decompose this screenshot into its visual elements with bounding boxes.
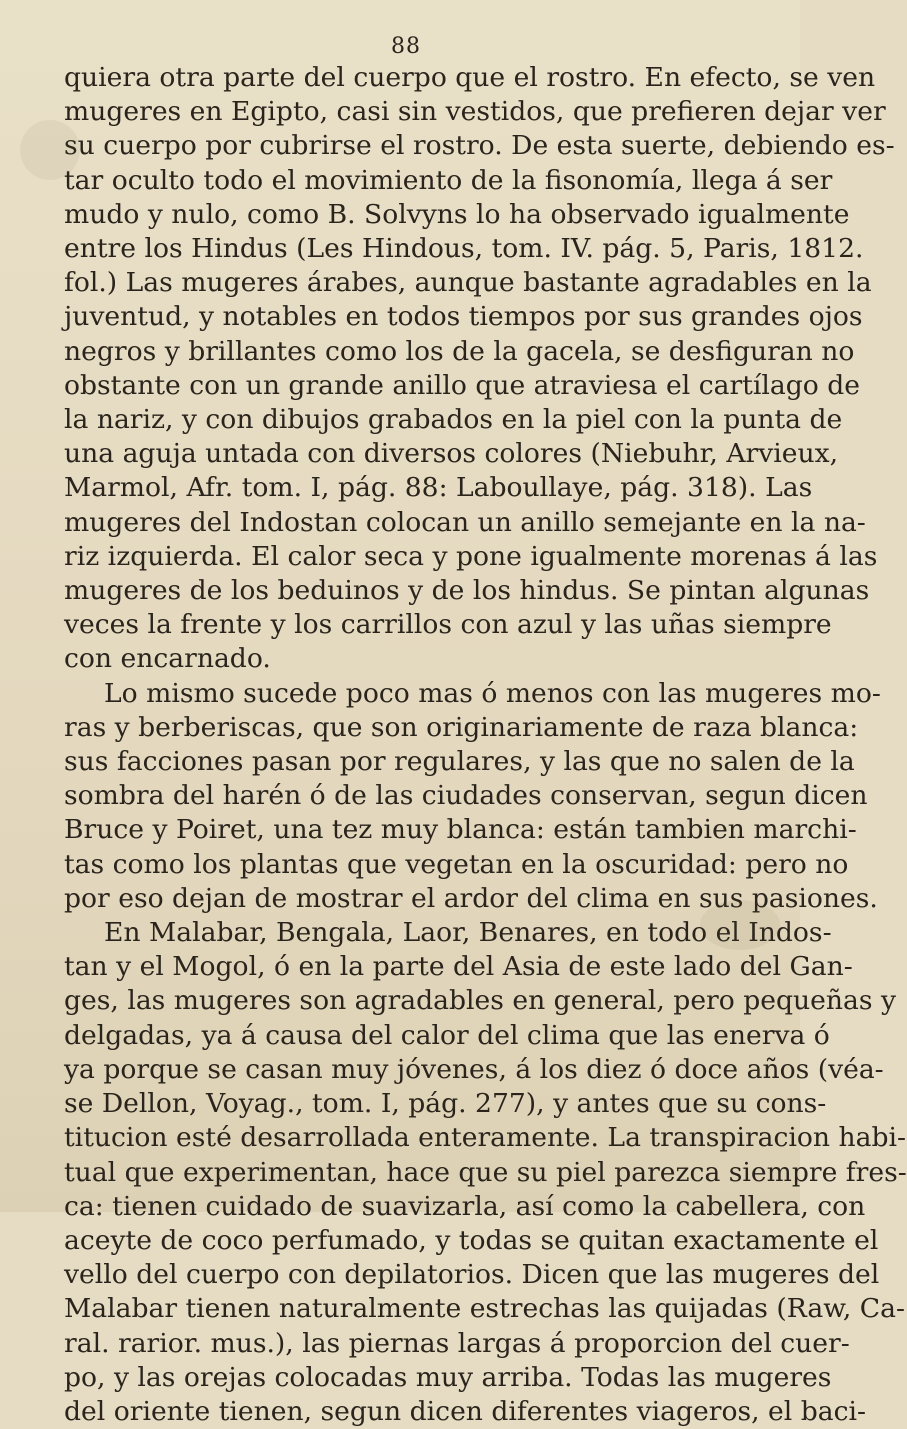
text-line: ya porque se casan muy jóvenes, á los diez ó doce años (véa- (64, 1053, 884, 1085)
text-line: tan y el Mogol, ó en la parte del Asia de este lado del Gan- (64, 951, 853, 983)
text-line: Lo mismo sucede poco mas ó menos con las mugeres mo- (104, 677, 881, 709)
text-line: por eso dejan de mostrar el ardor del clima en sus pasiones. (64, 882, 878, 914)
text-line: juventud, y notables en todos tiempos por sus grandes ojos (64, 301, 863, 333)
text-line: quiera otra parte del cuerpo que el rostro. En efecto, se ven (64, 62, 876, 93)
text-line: la nariz, y con dibujos grabados en la piel con la punta de (64, 404, 843, 436)
text-line: mugeres en Egipto, casi sin vestidos, que prefieren dejar ver (64, 96, 886, 128)
text-line: su cuerpo por cubrirse el rostro. De esta suerte, debiendo es- (64, 130, 895, 162)
text-line: Malabar tienen naturalmente estrechas las quijadas (Raw, Ca- (64, 1293, 905, 1325)
text-line: tas como los plantas que vegetan en la oscuridad: pero no (64, 848, 849, 880)
text-line: En Malabar, Bengala, Laor, Benares, en todo el Indos- (104, 917, 832, 949)
text-line: fol.) Las mugeres árabes, aunque bastante agradables en la (64, 267, 872, 299)
text-line: entre los Hindus (Les Hindous, tom. IV. pág. 5, Paris, 1812. (64, 233, 864, 265)
text-line: delgadas, ya á causa del calor del clima que las enerva ó (64, 1019, 830, 1051)
text-line: mugeres de los beduinos y de los hindus. Se pintan algunas (64, 575, 870, 607)
text-line: ral. rarior. mus.), las piernas largas á proporcion del cuer- (64, 1327, 850, 1359)
paper-stain (700, 900, 780, 950)
text-line: po, y las orejas colocadas muy arriba. Todas las mugeres (64, 1361, 832, 1393)
text-line: veces la frente y los carrillos con azul y las uñas siempre (64, 609, 832, 641)
text-line: tar oculto todo el movimiento de la fisonomía, llega á ser (64, 164, 833, 196)
text-line: ras y berberiscas, que son originariamente de raza blanca: (64, 711, 859, 743)
text-line: negros y brillantes como los de la gacela, se desfiguran no (64, 335, 855, 367)
text-line: mugeres del Indostan colocan un anillo semejante en la na- (64, 506, 866, 538)
text-line: mudo y nulo, como B. Solvyns lo ha observado igualmente (64, 198, 850, 230)
text-line: tual que experimentan, hace que su piel parezca siempre fres- (64, 1156, 907, 1188)
text-line: con encarnado. (64, 643, 271, 675)
paper-stain (20, 120, 80, 180)
text-line: sus facciones pasan por regulares, y las que no salen de la (64, 746, 855, 778)
text-line: Marmol, Afr. tom. I, pág. 88: Laboullaye, pág. 318). Las (64, 472, 813, 504)
page-number: 88 (391, 34, 421, 59)
text-line: vello del cuerpo con depilatorios. Dicen que las mugeres del (64, 1259, 880, 1291)
text-line: obstante con un grande anillo que atraviesa el cartílago de (64, 369, 860, 401)
text-line: riz izquierda. El calor seca y pone igualmente morenas á las (64, 540, 878, 572)
text-line: sombra del harén ó de las ciudades conservan, segun dicen (64, 780, 868, 812)
text-line: una aguja untada con diversos colores (Niebuhr, Arvieux, (64, 438, 839, 470)
text-line: ges, las mugeres son agradables en general, pero pequeñas y (64, 985, 896, 1017)
text-line: del oriente tienen, segun dicen diferentes viageros, el baci- (64, 1395, 866, 1427)
text-line: aceyte de coco perfumado, y todas se quitan exactamente el (64, 1224, 879, 1256)
text-line: ca: tienen cuidado de suavizarla, así como la cabellera, con (64, 1190, 866, 1222)
text-line: se Dellon, Voyag., tom. I, pág. 277), y antes que su cons- (64, 1088, 827, 1120)
text-line: Bruce y Poiret, una tez muy blanca: están tambien marchi- (64, 814, 857, 846)
text-line: titucion esté desarrollada enteramente. La transpiracion habi- (64, 1122, 907, 1154)
body-text (64, 61, 907, 1429)
